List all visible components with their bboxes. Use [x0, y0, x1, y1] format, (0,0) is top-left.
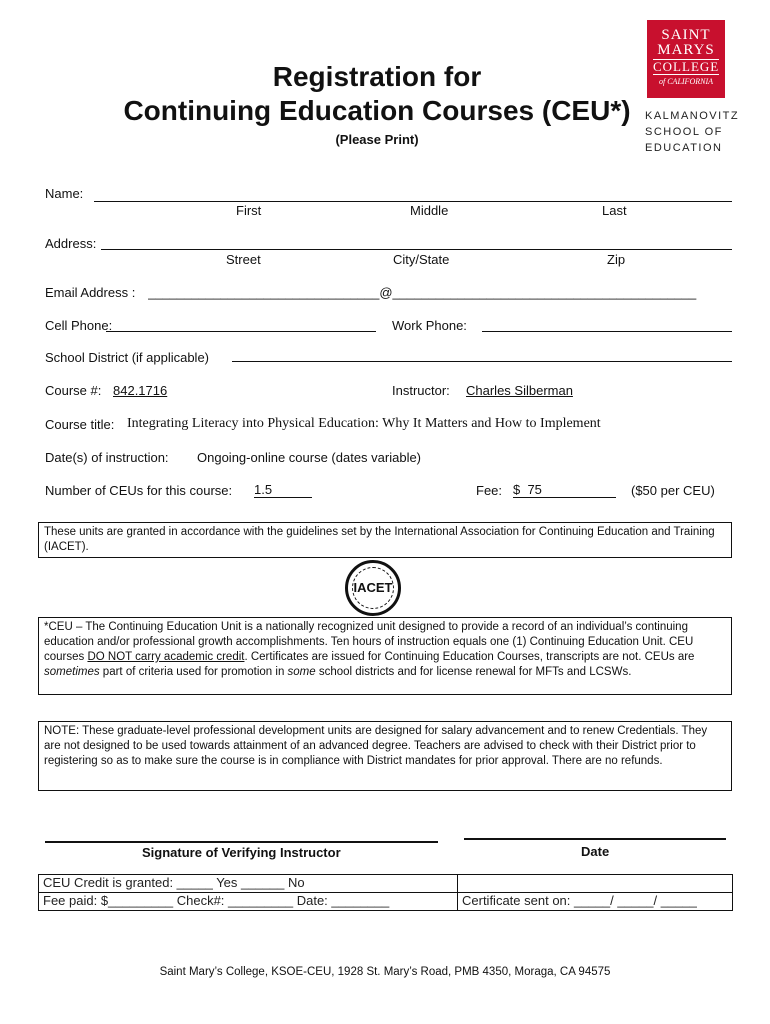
school-line2: SCHOOL OF [645, 126, 723, 138]
ceu-credit-cell: CEU Credit is granted: _____ Yes ______ No [39, 875, 458, 893]
school-line3: EDUCATION [645, 142, 723, 154]
email-field[interactable]: ________________________________@__________________________________________ [148, 285, 697, 300]
fee-value: $ 75 [513, 483, 616, 498]
ceu-def-some: some [287, 666, 316, 678]
school-name [645, 108, 740, 156]
iacet-seal-icon [345, 560, 401, 616]
dates-value: Ongoing-online course (dates variable) [197, 450, 422, 465]
seal-text: IACET [353, 580, 393, 595]
logo-line4: of CALIFORNIA [659, 77, 713, 86]
address-field[interactable] [101, 249, 732, 250]
logo-line1: SAINT [661, 27, 711, 43]
certificate-cell: Certificate sent on: _____/ _____/ _____ [458, 893, 733, 911]
cell-phone-field[interactable] [106, 331, 376, 332]
ceu-definition [38, 617, 732, 695]
address-city-label: City/State [393, 252, 450, 267]
address-street-label: Street [226, 252, 261, 267]
ceu-def-underline: DO NOT carry academic credit [87, 651, 245, 663]
signature-line[interactable] [45, 841, 438, 843]
course-title-value: Integrating Literacy into Physical Education: Why It Matters and How to Implement [127, 416, 601, 431]
note-notice: NOTE: These graduate-level professional development units are designed for salary advancement and to renew Credentials. They are not designed to be used towards attainment of an advanced degree. Teachers are advised to check with their District prior to registering so as to make sure the course is in compliance with District mandates for prior approval. There are no refunds. [38, 721, 732, 791]
iacet-notice: These units are granted in accordance with the guidelines set by the International Association for Continuing Education and Training (IACET). [38, 522, 732, 558]
cell-phone-label: Cell Phone: [45, 318, 113, 333]
course-number-label: Course #: [45, 383, 102, 398]
fee-paid-cell: Fee paid: $_________ Check#: _________ Date: ________ [39, 893, 458, 911]
address-zip-label: Zip [607, 252, 626, 267]
name-label: Name: [45, 186, 84, 201]
name-last-label: Last [602, 203, 627, 218]
page-title-line2: Continuing Education Courses (CEU*) [123, 95, 631, 126]
dates-label: Date(s) of instruction: [45, 450, 169, 465]
name-field[interactable] [94, 201, 732, 202]
course-title-label: Course title: [45, 417, 115, 432]
ceu-def-part1: *CEU – The Continuing Education Unit is a nationally recognized unit designed to provide a record of an individual’s continuing education and/or professional growth accomplishments. Ten hours of instruction equals one (1) Continuing Education Unit. CEU courses [44, 621, 694, 663]
course-number-value: 842.1716 [113, 383, 168, 398]
page-subtitle: (Please Print) [335, 132, 419, 147]
name-middle-label: Middle [410, 203, 449, 218]
signature-label: Signature of Verifying Instructor [142, 845, 341, 860]
ceu-def-part4: school districts and for license renewal for MFTs and LCSWs. [315, 666, 632, 678]
ceus-label: Number of CEUs for this course: [45, 483, 233, 498]
ceu-def-part3: part of criteria used for promotion in [99, 666, 288, 678]
logo-line3: COLLEGE [653, 59, 720, 74]
date-line[interactable] [464, 838, 726, 840]
ceus-value: 1.5 [254, 483, 312, 498]
blank-cell [458, 875, 733, 893]
footer-address: Saint Mary’s College, KSOE-CEU, 1928 St. Mary’s Road, PMB 4350, Moraga, CA 94575 [159, 966, 611, 978]
work-phone-label: Work Phone: [392, 318, 467, 333]
logo-line2: MARYS [657, 42, 715, 58]
school-district-field[interactable] [232, 361, 732, 362]
name-first-label: First [236, 203, 262, 218]
office-use-table [38, 874, 733, 911]
fee-note: ($50 per CEU) [631, 483, 715, 498]
instructor-label: Instructor: [392, 383, 450, 398]
email-label: Email Address : [45, 285, 136, 300]
date-label: Date [581, 844, 610, 859]
work-phone-field[interactable] [482, 331, 732, 332]
instructor-value: Charles Silberman [466, 383, 573, 398]
school-line1: KALMANOVITZ [645, 110, 740, 122]
address-label: Address: [45, 236, 97, 251]
school-district-label: School District (if applicable) [45, 350, 210, 365]
page-title-line1: Registration for [272, 61, 482, 92]
ceu-def-part2: . Certificates are issued for Continuing Education Courses, transcripts are not. CEUs are [244, 651, 695, 663]
ceu-def-sometimes: sometimes [44, 666, 100, 678]
college-logo [647, 20, 725, 98]
fee-label: Fee: [476, 483, 503, 498]
